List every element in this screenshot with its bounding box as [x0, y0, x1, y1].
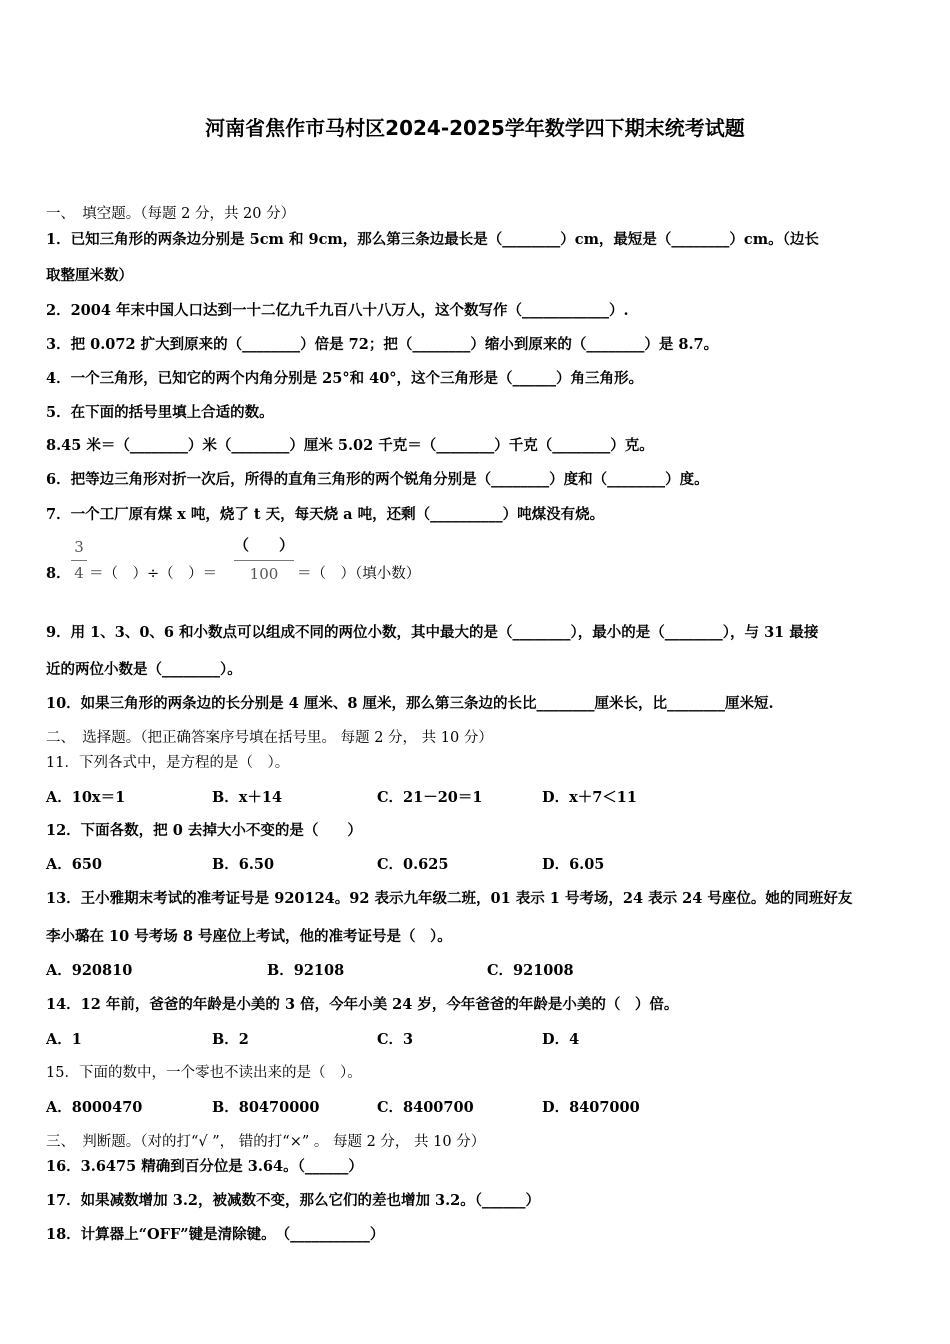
question-15: 15．下面的数中，一个零也不读出来的是（ ）。 — [46, 1065, 362, 1081]
question-3: 3．把 0.072 扩大到原来的（________）倍是 72；把（________）缩小到原来的（________）是 8.7。 — [46, 336, 719, 353]
q14-option-d: D．4 — [542, 1031, 580, 1048]
question-10: 10．如果三角形的两条边的长分别是 4 厘米、8 厘米，那么第三条边的长比________厘米长，比________厘米短. — [46, 695, 774, 712]
q11-option-a: A．10x＝1 — [46, 789, 126, 806]
question-2: 2．2004 年末中国人口达到一十二亿九千九百八十八万人，这个数写作（____________）. — [46, 302, 629, 319]
fraction-2-numerator: （ ） — [233, 536, 294, 554]
question-1-line-2: 取整厘米数） — [46, 267, 133, 284]
question-18: 18．计算器上“OFF”键是清除键。 （___________） — [46, 1226, 385, 1243]
q15-option-d: D．8407000 — [542, 1099, 640, 1116]
q13-option-a: A．920810 — [46, 962, 133, 979]
question-16: 16．3.6475 精确到百分位是 3.64。（______） — [46, 1158, 363, 1175]
question-5: 5．在下面的括号里填上合适的数。 — [46, 404, 274, 421]
question-1-line-1: 1．已知三角形的两条边分别是 5cm 和 9cm，那么第三条边最长是（________）cm，最短是（________）cm。（边长 — [46, 231, 819, 248]
q15-option-a: A．8000470 — [46, 1099, 143, 1116]
question-13-line-1: 13．王小雅期末考试的准考证号是 920124。92 表示九年级二班，01 表示 1 号考场，24 表示 24 号座位。她的同班好友 — [46, 890, 853, 907]
q15-option-b: B．80470000 — [212, 1099, 320, 1116]
q11-option-c: C．21－20＝1 — [377, 789, 483, 806]
question-9-line-2: 近的两位小数是（________）。 — [46, 661, 242, 678]
q13-option-b: B．92108 — [267, 962, 345, 979]
page-title: 河南省焦作市马村区2024-2025学年数学四下期末统考试题 — [205, 116, 745, 140]
fraction-1-denominator: 4 — [74, 564, 84, 582]
question-4: 4．一个三角形，已知它的两个内角分别是 25°和 40°，这个三角形是（______）角三角形。 — [46, 370, 644, 387]
section-2-header: 二、 选择题。（把正确答案序号填在括号里。 每题 2 分， 共 10 分） — [46, 730, 493, 746]
question-9-line-1: 9．用 1、3、0、6 和小数点可以组成不同的两位小数，其中最大的是（________），最小的是（________），与 31 最接 — [46, 624, 819, 641]
q12-option-a: A．650 — [46, 856, 103, 873]
question-11: 11．下列各式中，是方程的是（ ）。 — [46, 755, 290, 771]
question-5-blanks: 8.45 米＝（________）米（________）厘米 5.02 千克＝（________）千克（________）克。 — [46, 437, 654, 454]
q14-option-a: A．1 — [46, 1031, 82, 1048]
q14-option-b: B．2 — [212, 1031, 249, 1048]
fraction-2-denominator: 100 — [249, 565, 279, 583]
section-3-header: 三、 判断题。（对的打“√ ”， 错的打“×” 。 每题 2 分， 共 10 分） — [46, 1134, 486, 1150]
question-8-middle: ＝（ ）÷（ ）＝ — [89, 566, 218, 582]
q11-option-b: B．x＋14 — [212, 789, 283, 806]
section-1-header: 一、 填空题。（每题 2 分，共 20 分） — [46, 206, 296, 222]
q12-option-d: D．6.05 — [542, 856, 605, 873]
fraction-1-bar — [71, 560, 87, 561]
q12-option-c: C．0.625 — [377, 856, 449, 873]
q15-option-c: C．8400700 — [377, 1099, 474, 1116]
question-8-end: ＝（ ）（填小数） — [297, 566, 421, 582]
question-7: 7．一个工厂原有煤 x 吨，烧了 t 天，每天烧 a 吨，还剩（__________）吨煤没有烧。 — [46, 506, 605, 523]
q11-option-d: D．x＋7＜11 — [542, 789, 637, 806]
question-6: 6．把等边三角形对折一次后，所得的直角三角形的两个锐角分别是（________）度和（________）度。 — [46, 471, 709, 488]
question-8-number: 8． — [46, 565, 71, 582]
question-12: 12．下面各数，把 0 去掉大小不变的是（ ） — [46, 822, 362, 839]
q13-option-c: C．921008 — [487, 962, 574, 979]
fraction-1-numerator: 3 — [74, 538, 84, 556]
fraction-2-bar — [234, 560, 294, 561]
question-17: 17．如果减数增加 3.2，被减数不变，那么它们的差也增加 3.2。（______） — [46, 1192, 540, 1209]
q14-option-c: C．3 — [377, 1031, 414, 1048]
question-14: 14．12 年前，爸爸的年龄是小美的 3 倍，今年小美 24 岁，今年爸爸的年龄是小美的（ ）倍。 — [46, 996, 679, 1013]
q12-option-b: B．6.50 — [212, 856, 275, 873]
question-13-line-2: 李小璐在 10 号考场 8 号座位上考试，他的准考证号是（ ）。 — [46, 928, 452, 945]
